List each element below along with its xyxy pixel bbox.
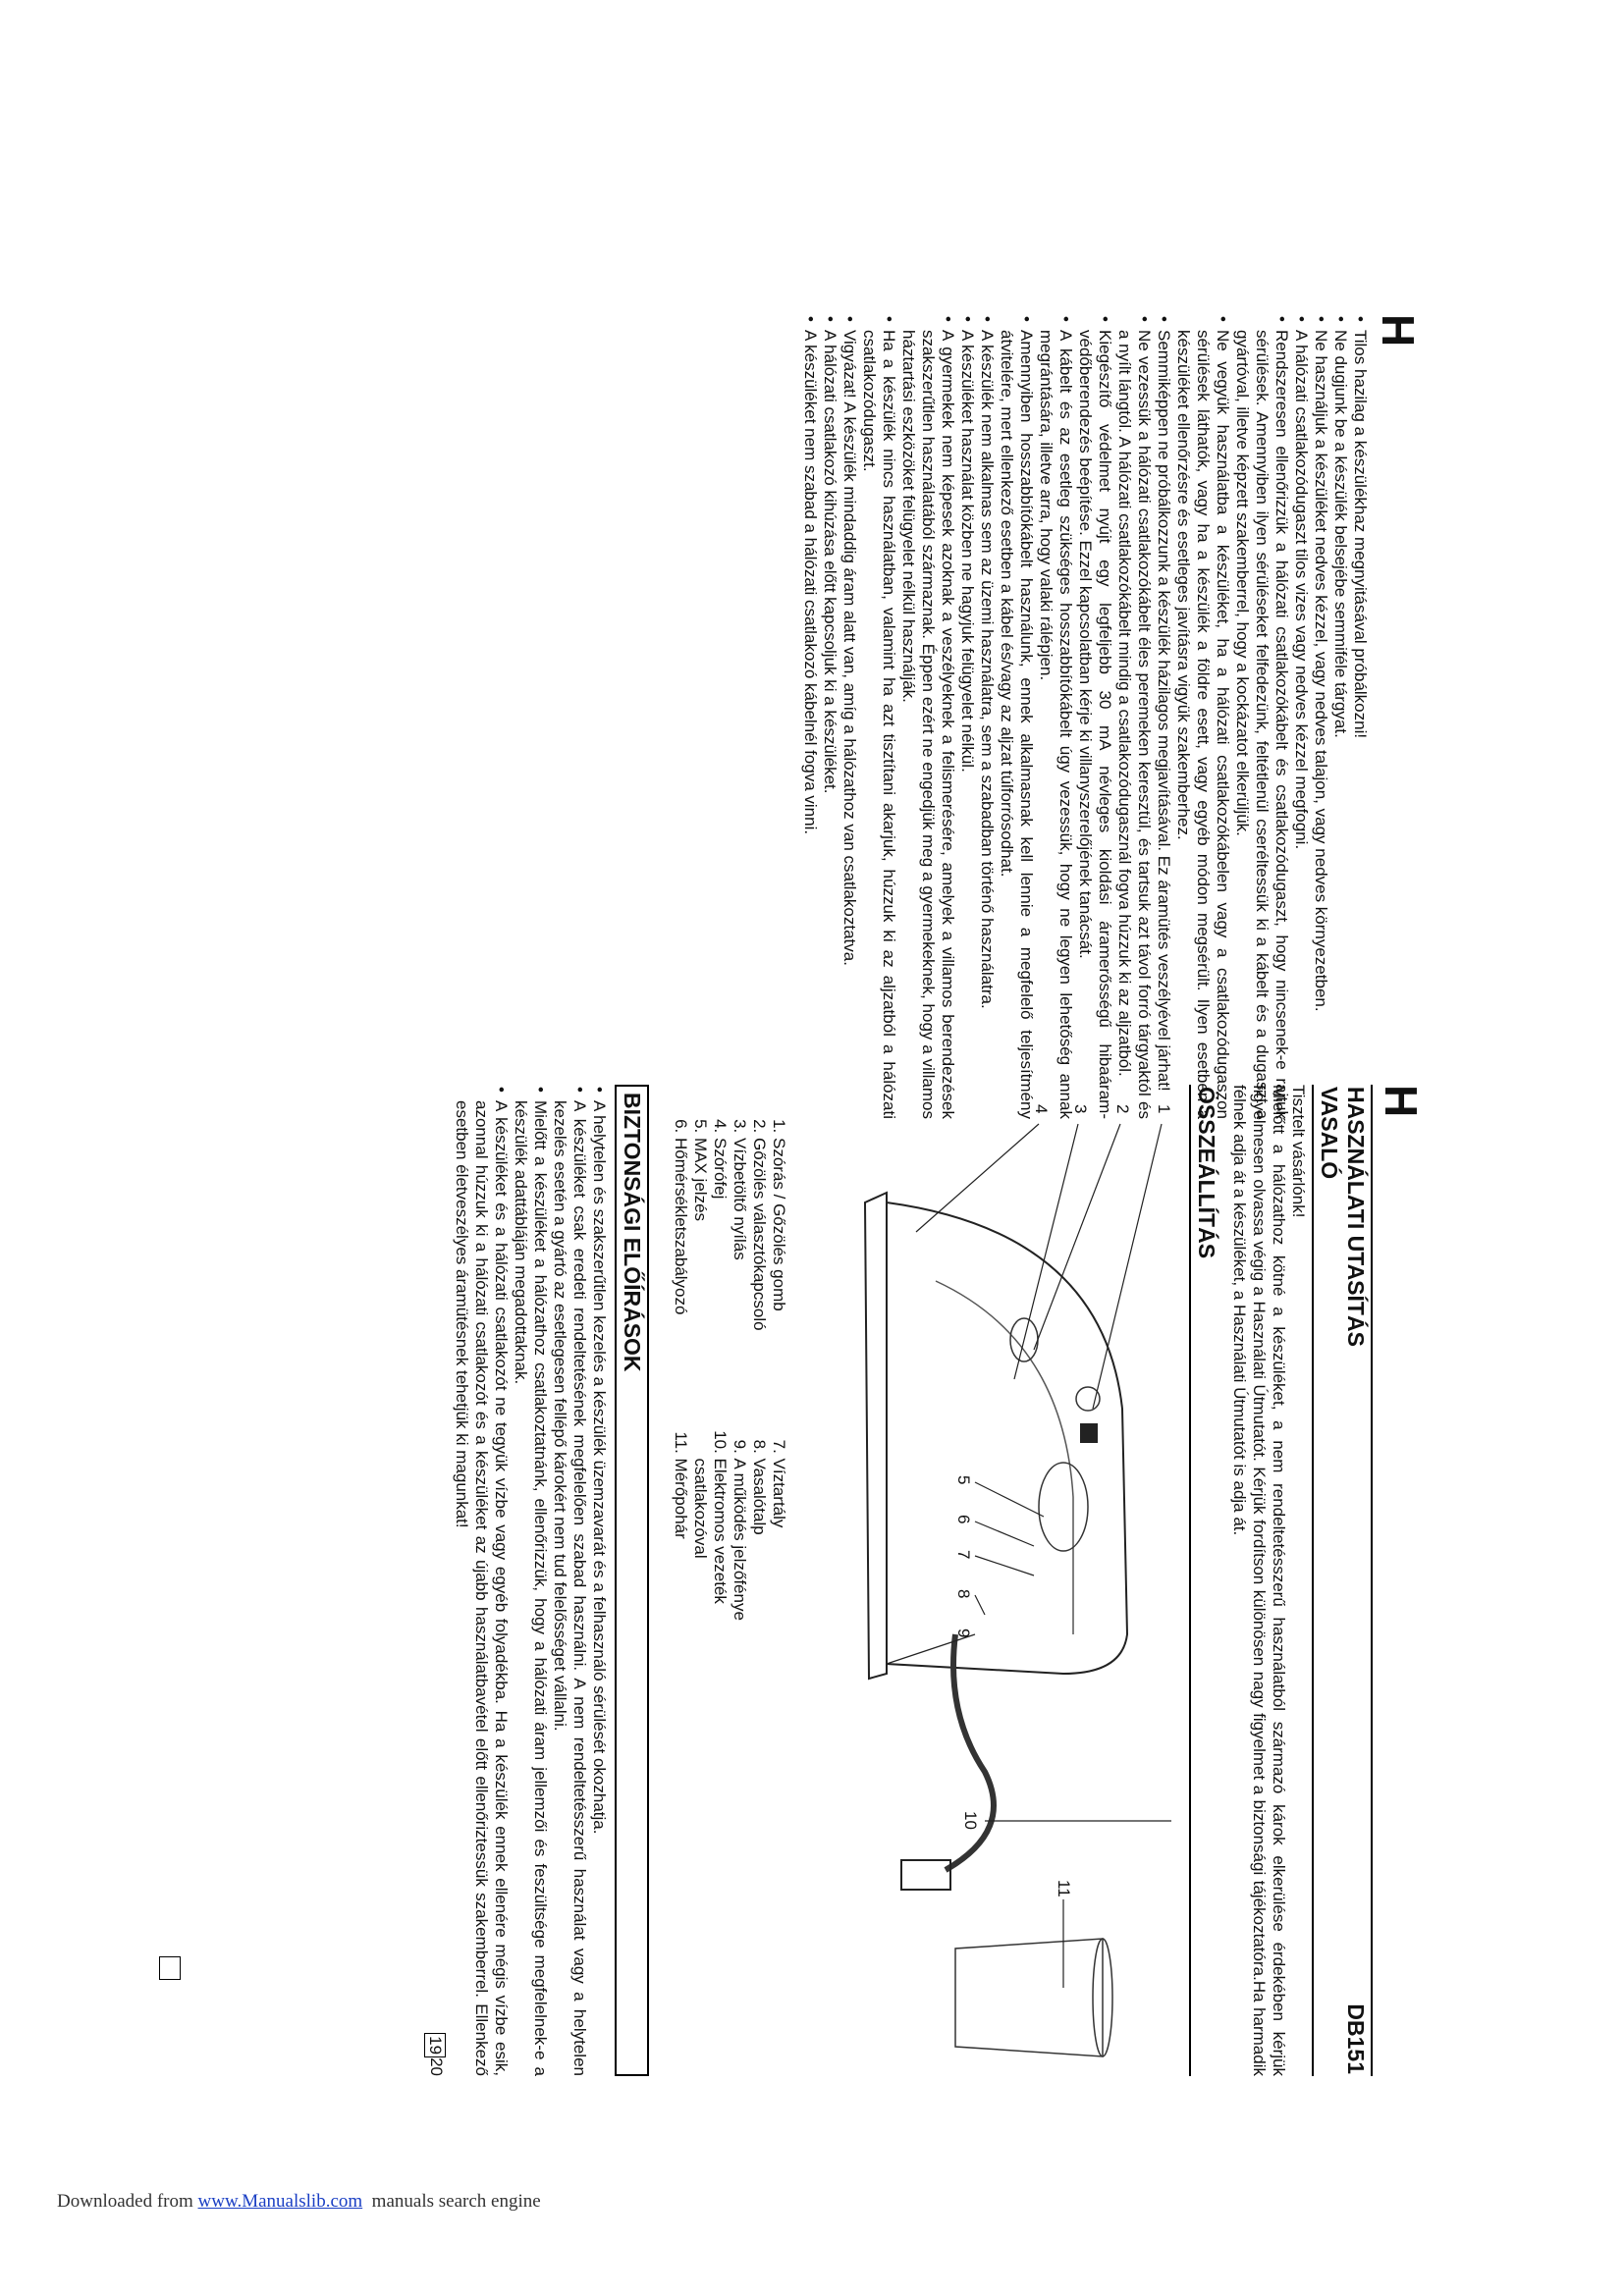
safety-item: • Mielőtt a készüléket a hálózathoz csatlakoztatnánk, ellenőrizzük, hogy a hálózati áram jellemzői és feszültsége megfelelnek-e a készülék adattábláján megadottaknak. [511, 1100, 550, 2076]
callout-9: 9 [954, 1629, 973, 1638]
safety-item: • A készüléket nem szabad a hálózati csatlakozó kábelnél fogva vinni. [800, 330, 820, 1119]
product-name: VASALÓ [1312, 1085, 1342, 2076]
manual-title: HASZNÁLATI UTASÍTÁS [1343, 1087, 1369, 1347]
iron-figure [798, 1085, 1181, 2076]
safety-item: • A gyermekek nem képesek azoknak a veszélyeknek a felismerésére, amelyek a villamos berendezések szakszerűtlen használatából származnak. Éppen ezért ne engedjük meg a gyermekeknek, hogy a villamos háztartási eszközöket felügyelet nélkül használják. [898, 330, 957, 1119]
part-item: 9. A működés jelzőfénye [730, 1459, 749, 1645]
part-item: 2. Gőzölés választókapcsoló [749, 1138, 769, 1331]
safety-item: • A készüléket csak eredeti rendeltetésének megfelelően szabad használni. A nem rendeltetésszerű használat vagy a helytelen kezelés esetén a gyártó az esetlegesen fellépő károkért nem tud felelősséget vállalni. [550, 1100, 589, 2076]
manualslib-link[interactable]: www.Manualslib.com [197, 2191, 363, 2212]
parts-list-right-wrap [671, 1419, 788, 1645]
blank-page-number-box [159, 1956, 181, 1980]
callout-6: 6 [954, 1515, 973, 1524]
safety-item: • Ha a készülék nincs használatban, valamint ha azt tisztítani akarjuk, húzzuk ki az aljzatból a hálózati csatlakozódugaszt. [859, 330, 898, 1119]
safety-item: • Tilos hazilag a készülékhaz megnyitásával próbálkozni! [1350, 330, 1370, 1119]
callout-11: 11 [1055, 1880, 1073, 1897]
language-letter: H [1373, 314, 1424, 347]
callout-2: 2 [1113, 1104, 1132, 1114]
safety-item: • Ne vegyük használatba a készüléket, ha a hálózati csatlakozókábelen vagy a csatlakozódugaszon sérülések láthatók, vagy ha a készülék a földre esett, vagy egyéb módon megsérült. Ilyen esetben a készüléket ellenőrzésre és esetleges javításra vigyük szakemberhez. [1173, 330, 1232, 1119]
assembly-heading: ÖSSZEÁLLÍTÁS [1189, 1085, 1221, 2076]
manual-page-1 [196, 1085, 1427, 2076]
callout-10: 10 [961, 1811, 980, 1830]
part-item: 4. Szórófej [710, 1138, 730, 1331]
page-number [424, 1085, 446, 2076]
safety-item: • Ne dugjunk be a készülék belsejébe semmiféle tárgyat. [1330, 330, 1350, 1119]
callout-3: 3 [1071, 1104, 1090, 1114]
part-item: 10. Elektromos vezeték csatlakozóval [690, 1459, 730, 1645]
safety-item: • Ne használjuk a készüléket nedves kézzel, vagy nedves talajon, vagy nedves környezetben. [1311, 330, 1330, 1119]
callout-4: 4 [1032, 1104, 1051, 1114]
parts-list-right [671, 1419, 788, 1645]
manual-page-2 [115, 314, 1424, 1119]
safety-list [452, 1085, 609, 2076]
safety-list-continued [800, 314, 1370, 1119]
iron-illustration [798, 1085, 1181, 2066]
callout-8: 8 [954, 1589, 973, 1599]
safety-item: • Rendszeresen ellenőrizzük a hálózati csatlakozókábelt és csatlakozódugaszt, hogy nincsenek-e rajtuk sérülések. Amennyiben ilyen sérüléseket felfedezünk, feltétlenül cseréltessük ki a kábelt és a dugaszt a gyártóval, illetve képzett szakemberrel, hogy a kockázatot elkerüljük. [1232, 330, 1291, 1119]
safety-item: • Ne vezessük a hálózati csatlakozókábelt éles peremeken keresztül, és tartsuk azt távol forró tárgyaktól és a nyílt lángtól. A hálózati csatlakozókábelt mindig a csatlakozódugasznál fogva húzzuk ki az aljzatból. [1114, 330, 1154, 1119]
safety-item: • A hálózati csatlakozódugaszt tilos vizes vagy nedves kézzel megfogni. [1291, 330, 1311, 1119]
safety-item: • A kábelt és az esetleg szükséges hosszabbítókábelt úgy vezessük, hogy ne legyen lehetőség annak megrántására, illetve arra, hogy valaki rálépjen. [1036, 330, 1075, 1119]
download-footer [57, 2191, 541, 2213]
part-item: 3. Vízbetöltő nyílás [730, 1138, 749, 1331]
footer-prefix: Downloaded from [57, 2191, 198, 2212]
intro-paragraph: Mielőtt a hálózathoz kötné a készüléket, a nem rendeltetésszerű használatból származó károk elkerülése érdekében kérjük figyelmesen olvassa végig a Használati Útmutatót. Kérjük fordítson különösen nagy figyelmet a biztonsági tájékoztatóra.Ha harmadik félnek adja át a készüléket, a Használati Útmutatót is adja át. [1230, 1085, 1288, 2076]
callout-1: 1 [1155, 1104, 1173, 1114]
safety-item: • A készüléket használat közben ne hagyjuk felügyelet nélkül. [957, 330, 977, 1119]
parts-list-left [671, 1085, 788, 1331]
part-item: 8. Vasalótalp [749, 1459, 769, 1645]
part-item: 7. Víztartály [769, 1459, 788, 1645]
safety-item: • Kiegészítő védelmet nyújt egy legfeljebb 30 mA névleges kioldási áramerősségű hibaáram-védőberendezés beépítése. Ezzel kapcsolatban kérje ki villanyszerelőjének tanácsát. [1075, 330, 1114, 1119]
safety-item: • A készülék nem alkalmas sem az üzemi használatra, sem a szabadban történő használatra. [977, 330, 997, 1119]
safety-item: • Semmiképpen ne próbálkozzunk a készülék házilagos megjavításával. Ez áramütés veszélyével járhat! [1154, 330, 1173, 1119]
greeting: Tisztelt vásárlónk! [1289, 1085, 1308, 1218]
safety-item: • A készüléket és a hálózati csatlakozót ne tegyük vízbe vagy egyéb folyadékba. Ha a készülék ennek ellenére mégis vízbe esik, azonnal húzzuk ki a hálózati csatlakozót és a készüléket az újabb használatbavétel előtt ellenőriztessük szakemberrel. Ellenkező esetben életveszélyes áramütésnek tehetjük ki magunkat! [452, 1100, 511, 2076]
footer-suffix: manuals search engine [362, 2191, 541, 2212]
safety-item: • Amennyiben hosszabbítókábelt használunk, ennek alkalmasnak kell lennie a megfelelő teljesítmény átvitelére, mert ellenkező esetben a kábel és/vagy az aljzat túlforrósodhat. [997, 330, 1036, 1119]
parts-list [671, 1085, 788, 2076]
callout-5: 5 [954, 1475, 973, 1485]
safety-item: • A helytelen és szakszerűtlen kezelés a készülék üzemzavarát és a felhasználó sérülését okozhatja. [589, 1100, 609, 2076]
part-item: 1. Szórás / Gőzölés gomb [769, 1138, 788, 1331]
language-letter: H [1376, 1085, 1427, 1118]
title-row [1342, 1085, 1373, 2076]
callout-7: 7 [954, 1550, 973, 1560]
safety-heading: BIZTONSÁGI ELŐÍRÁSOK [615, 1085, 649, 2076]
part-item: 11. Mérőpohár [671, 1459, 690, 1645]
page-number-next: 20 [427, 2057, 446, 2076]
page-number-current: 19 [424, 2033, 446, 2057]
safety-item: • Vigyázat! A készülék mindaddig áram alatt van, amíg a hálózathoz van csatlakoztatva. [839, 330, 859, 1119]
model-number: DB151 [1343, 2003, 1369, 2074]
part-item: 5. MAX jelzés [690, 1138, 710, 1331]
safety-item: • A hálózati csatlakozó kihúzása előtt kapcsoljuk ki a készüléket. [820, 330, 839, 1119]
part-item: 6. Hőmérsékletszabályozó [671, 1138, 690, 1331]
